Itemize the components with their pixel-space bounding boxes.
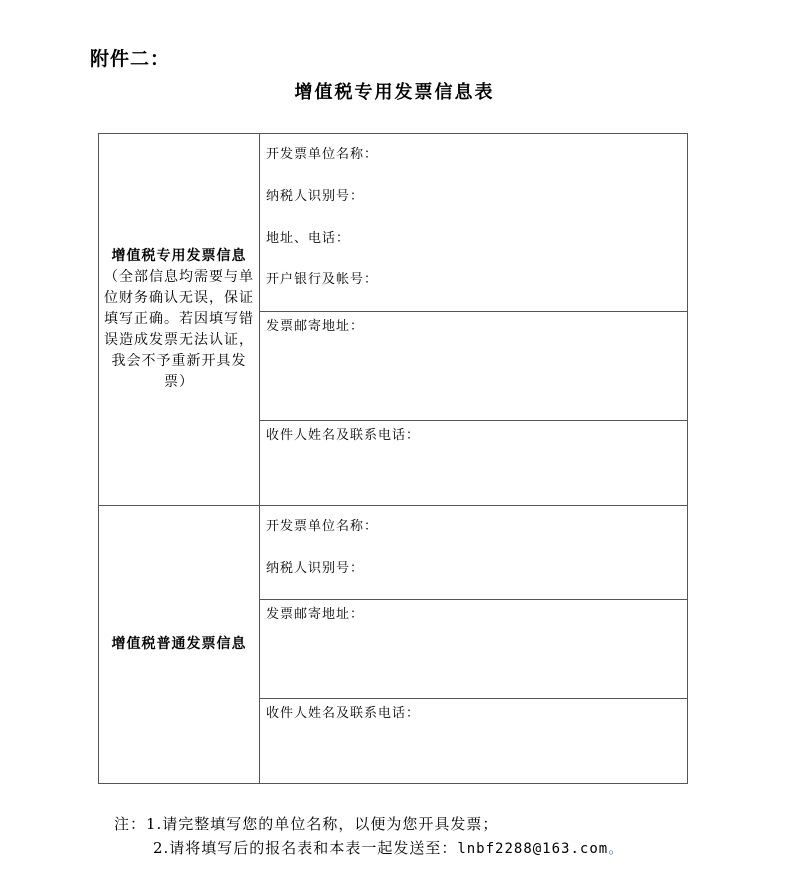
- special-recipient-cell[interactable]: [260, 421, 688, 506]
- note-line-2-end: 。: [608, 839, 625, 857]
- general-taxpayer-id-label: 纳税人识别号：: [266, 561, 365, 576]
- attachment-label: 附件二：: [90, 48, 171, 70]
- special-invoice-basic-info-cell[interactable]: [260, 134, 688, 312]
- general-invoice-section-title: 增值税普通发票信息: [111, 636, 247, 652]
- special-mailing-address-cell[interactable]: [260, 312, 688, 421]
- general-recipient-cell[interactable]: [260, 699, 688, 784]
- note-line-1: 注：1.请完整填写您的单位名称，以便为您开具发票；: [114, 815, 499, 833]
- special-invoice-section-note: （全部信息均需要与单位财务确认无误，保证填写正确。若因填写错误造成发票无法认证，我会不予重新开具发票）: [104, 269, 254, 390]
- special-recipient-label: 收件人姓名及联系电话：: [266, 428, 421, 443]
- special-address-phone-label: 地址、电话：: [266, 231, 351, 246]
- special-issuer-name-label: 开发票单位名称：: [266, 147, 379, 162]
- general-invoice-section-header: [99, 506, 260, 784]
- special-taxpayer-id-label: 纳税人识别号：: [266, 189, 365, 204]
- special-mailing-address-label: 发票邮寄地址：: [266, 319, 365, 334]
- footer-notes: [114, 812, 624, 861]
- note-line-2: [114, 836, 624, 861]
- general-invoice-basic-info-cell[interactable]: [260, 506, 688, 600]
- special-invoice-section-header: [99, 134, 260, 506]
- general-recipient-label: 收件人姓名及联系电话：: [266, 706, 421, 721]
- note-line-2-text: 2.请将填写后的报名表和本表一起发送至：: [153, 839, 458, 857]
- invoice-info-table: [98, 133, 688, 784]
- general-mailing-address-cell[interactable]: [260, 600, 688, 699]
- contact-email[interactable]: lnbf2288@163.com: [457, 841, 609, 857]
- general-issuer-name-label: 开发票单位名称：: [266, 519, 379, 534]
- general-mailing-address-label: 发票邮寄地址：: [266, 607, 365, 622]
- special-invoice-section-title: 增值税专用发票信息: [111, 248, 247, 264]
- page-title: 增值税专用发票信息表: [294, 82, 495, 103]
- special-bank-account-label: 开户银行及帐号：: [266, 272, 379, 287]
